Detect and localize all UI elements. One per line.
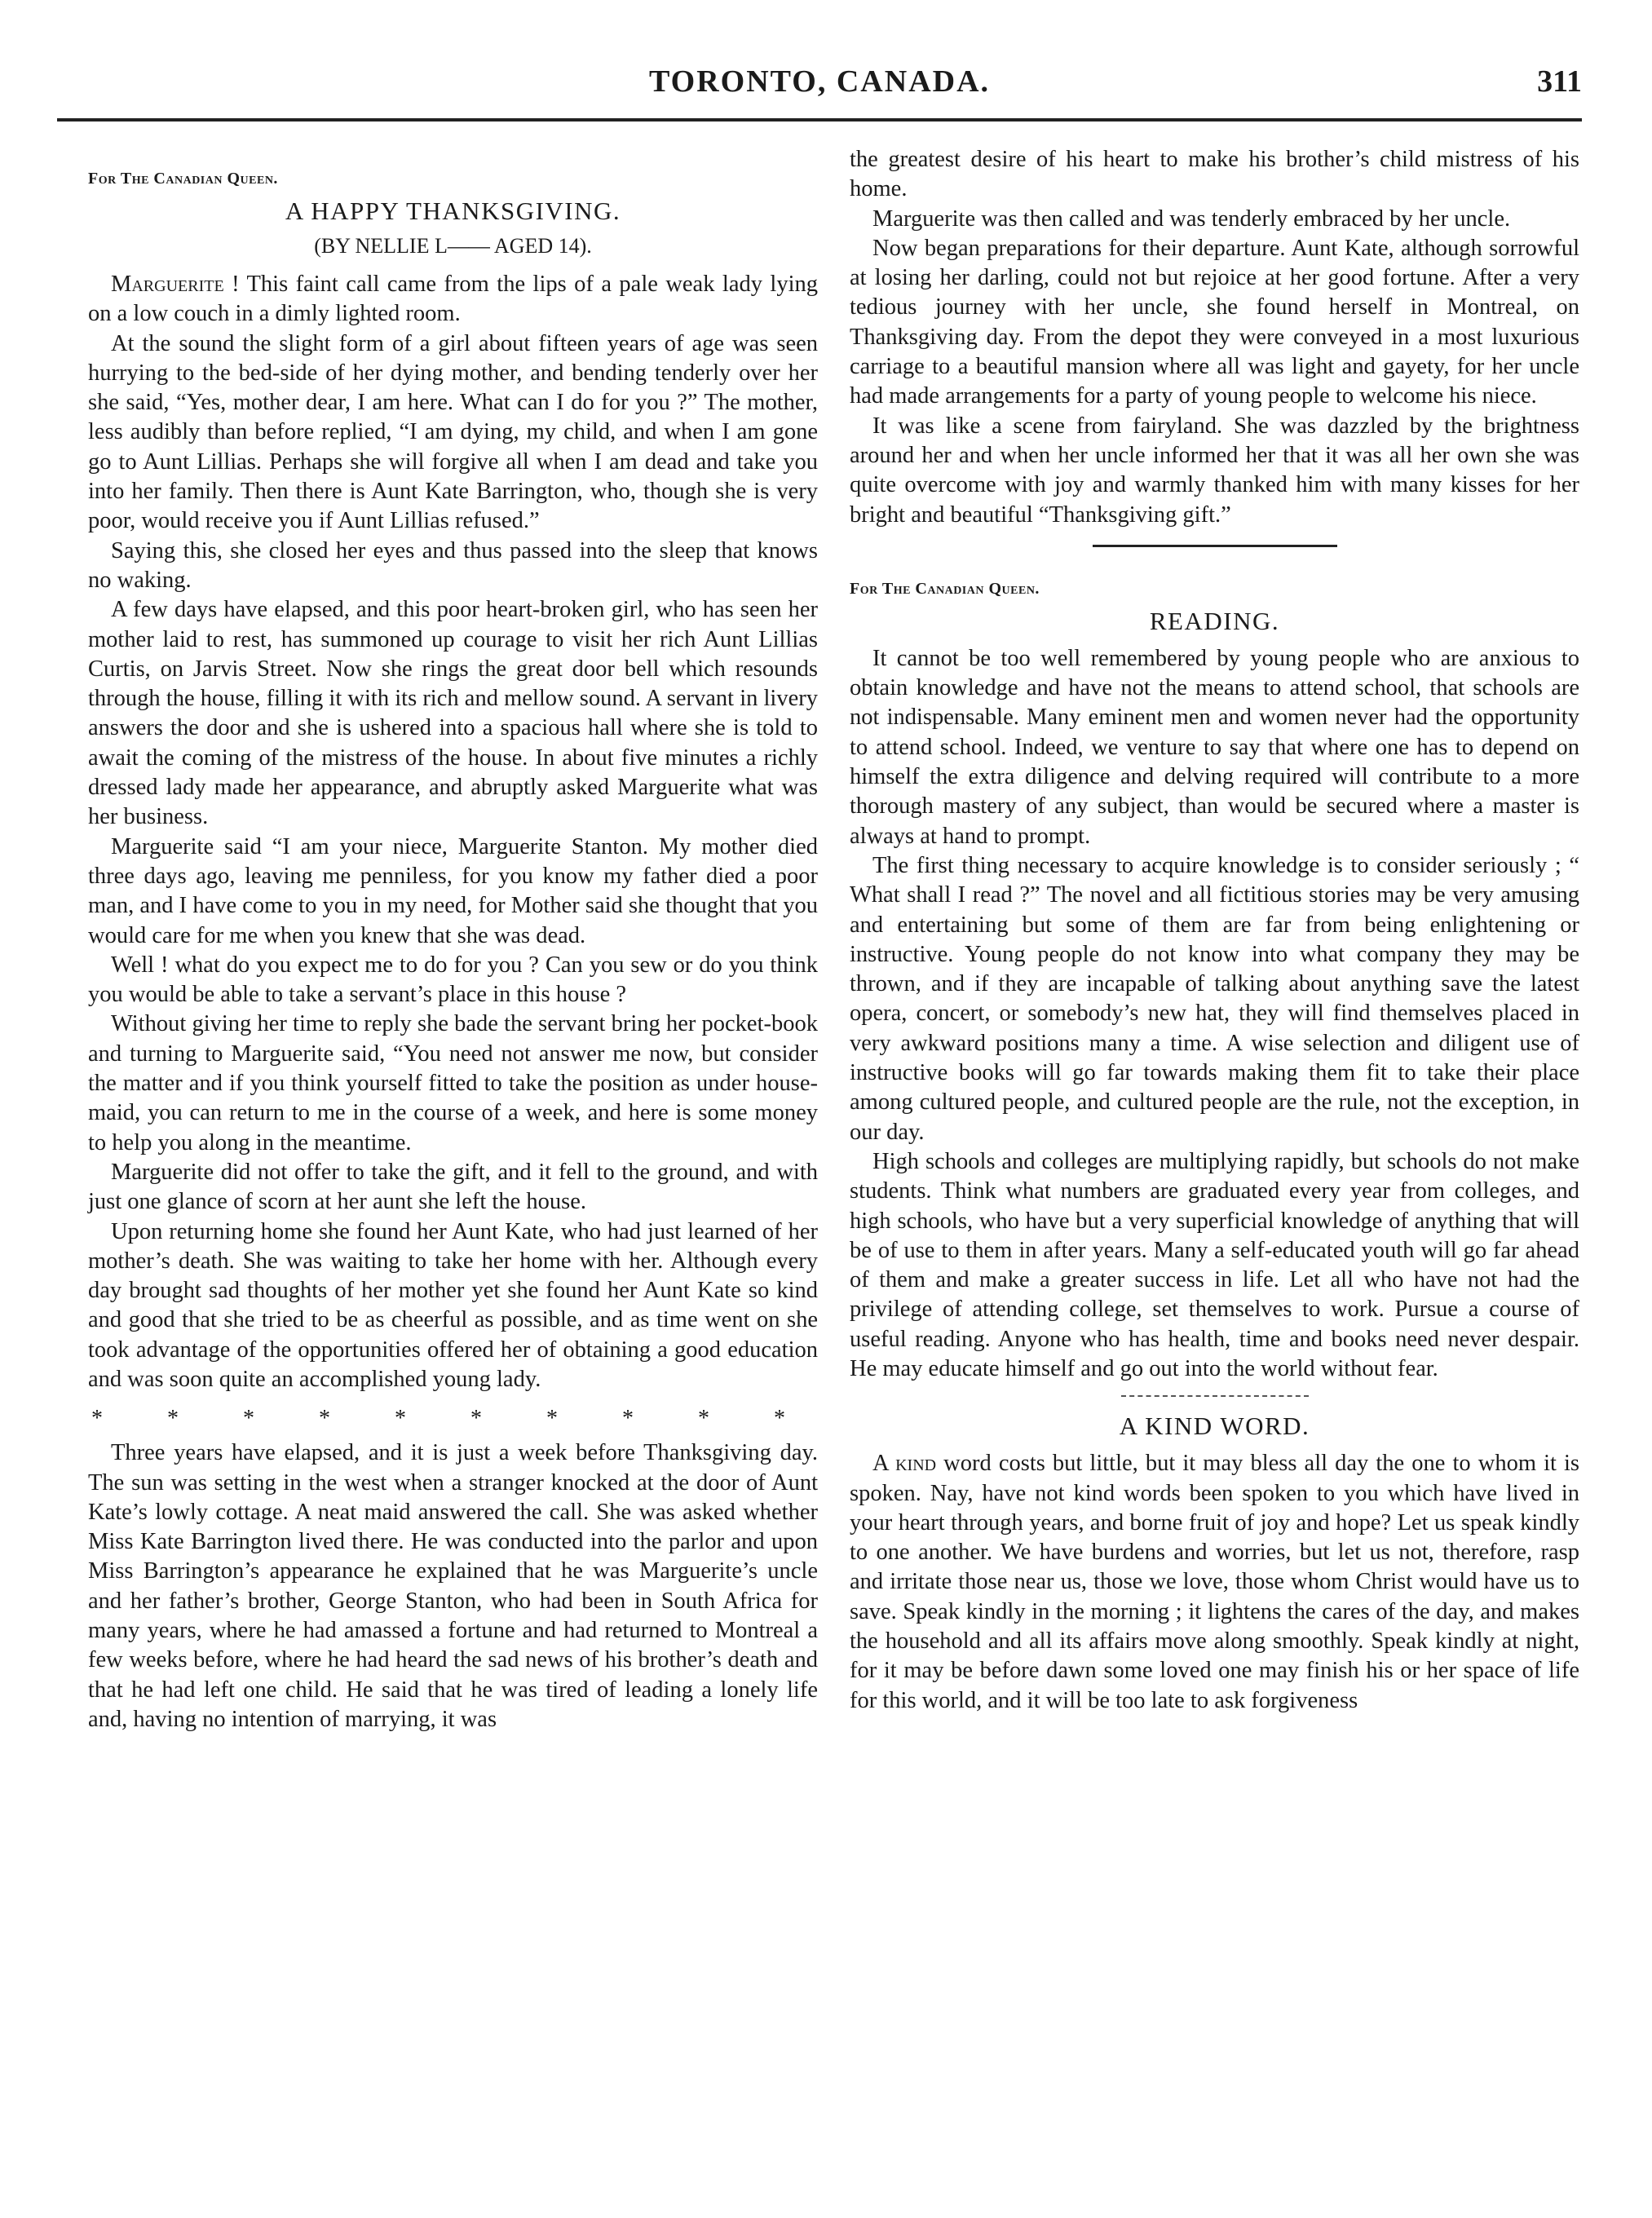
paragraph: Three years have elapsed, and it is just a week before Thanksgiving day. The sun was setting in the west when a stranger knocked at the door of Aunt Kate’s lowly cottage. A neat maid answered the call. She was asked whether Miss Kate Barrington lived there. He was conducted into the parlor and upon Miss Barrington’s appearance he explained that he was Marguerite’s uncle and her father’s brother, George Stanton, who had been in South Africa for many years, where he had amassed a fortune and had returned to Montreal a few weeks before, where he had heard the sad news of his brother’s death and that he had left one child. He said that he was tired of leading a lonely life and, having no intention of marrying, it was (88, 1440, 818, 1732)
paragraph: Marguerite said “I am your niece, Marguerite Stanton. My mother died three days ago, leaving me penniless, for you know my father died a poor man, and I have come to you in my need, for Mother said she thought that you would care for me when you knew that she was dead. (88, 833, 818, 948)
article-byline: For The Canadian Queen. (88, 170, 278, 188)
opening-word: A kind (872, 1451, 937, 1477)
paragraph: Marguerite did not offer to take the gift, and it fell to the ground, and with just one glance of scorn at her aunt she left the house. (88, 1159, 818, 1215)
paragraph: Saying this, she closed her eyes and thus passed into the sleep that knows no waking. (88, 537, 818, 593)
running-title: TORONTO, CANADA. (648, 64, 991, 99)
paragraph: High schools and colleges are multiplying rapidly, but schools do not make students. Think what numbers are graduated every year from colleges, and high schools, who have but a very superficial knowledge of anything that will be of use to them in after years. Many a self-educated youth will go far ahead of them and make a greater success in life. Let all who have not had the privilege of attending college, set themselves to work. Pursue a course of useful reading. Anyone who has health, time and books need never despair. He may educate himself and go out into the world without fear. (850, 1148, 1579, 1381)
paragraph: The first thing necessary to acquire knowledge is to consider seriously ; “ What shall I read ?” The novel and all fictitious stories may be very amusing and entertaining but some of them are far from being enlightening or instructive. Young people do not know into what company they may be thrown, and if they are incapable of talking about anything save the latest opera, concert, or somebody’s new hat, they will find themselves placed in very awkward positions many a time. A wise selection and diligent use of instructive books will go far towards making them fit to take their place among cultured people, and cultured people are the rule, not the exception, in our day. (850, 852, 1579, 1145)
left-column (88, 145, 818, 1734)
paragraph: Upon returning home she found her Aunt Kate, who had just learned of her mother’s death. She was waiting to take her home with her. Although every day brought sad thoughts of her mother yet she found her Aunt Kate so kind and good that she tried to be as cheerful as possible, and as time went on she took advantage of the opportunities offered her of obtaining a good education and was soon quite an accomplished young lady. (88, 1218, 818, 1392)
article-divider (1121, 1395, 1309, 1397)
article-title-thanksgiving: A HAPPY THANKSGIVING. (285, 197, 621, 225)
article-divider (1093, 545, 1337, 547)
paragraph: It cannot be too well remembered by young people who are anxious to obtain knowledge and have not the means to attend school, that schools are not indispensable. Many eminent men and women never had the opportunity to attend school. Indeed, we venture to say that where one has to depend on himself the extra diligence and delving required will contribute to a more thorough mastery of any subject, than would be secured where a master is always at hand to prompt. (850, 645, 1579, 849)
header-rule (57, 118, 1582, 122)
paragraph (88, 270, 818, 329)
paragraph: Marguerite was then called and was tenderly embraced by her uncle. (872, 205, 1511, 232)
article-title-kind-word: A KIND WORD. (1119, 1412, 1310, 1441)
opening-word: Marguerite ! (111, 272, 240, 297)
paragraph: It was like a scene from fairyland. She was dazzled by the brightness around her and when her uncle informed her that it was all her own she was quite overcome with joy and warmly thanked him with many kisses for her bright and beautiful “Thanksgiving gift.” (850, 413, 1579, 528)
section-break-stars: * * * * * * * * * * (91, 1406, 815, 1432)
paragraph (850, 1449, 1579, 1716)
paragraph: At the sound the slight form of a girl about fifteen years of age was seen hurrying to the bed-side of her dying mother, and bending tenderly over her she said, “Yes, mother dear, I am here. What can I do for you ?” The mother, less audibly than before replied, “I am dying, my child, and when I am gone go to Aunt Lillias. Perhaps she will forgive all when I am dead and take you into her family. Then there is Aunt Kate Barrington, who, though she is very poor, would receive you if Aunt Lillias refused.” (88, 330, 818, 534)
article-author: (BY NELLIE L—— AGED 14). (314, 234, 592, 258)
paragraph: Without giving her time to reply she bade the servant bring her pocket-book and turning to Marguerite said, “You need not answer me now, but consider the matter and if you think yourself fitted to take the position as under house-maid, you can return to me in the course of a week, and here is some money to help you along in the meantime. (88, 1011, 818, 1155)
page-number: 311 (1537, 64, 1582, 99)
right-column (850, 145, 1579, 1716)
paragraph: A few days have elapsed, and this poor heart-broken girl, who has seen her mother laid to rest, has summoned up courage to visit her rich Aunt Lillias Curtis, on Jarvis Street. Now she rings the great door bell which resounds through the house, filling it with its rich and mellow sound. A servant in livery answers the door and she is ushered into a spacious hall where she is told to await the coming of the mistress of the house. In about five minutes a richly dressed lady made her appearance, and abruptly asked Marguerite what was her business. (88, 597, 818, 830)
paragraph-text: word costs but little, but it may bless all day the one to whom it is spoken. Nay, have not kind words been spoken to you which have lived in your heart through years, and borne fruit of joy and hope? Let us speak kindly to one another. We have burdens and worries, but let us not, therefore, rasp and irritate those near us, those we love, those whom Christ would have us to save. Speak kindly in the morning ; it lightens the cares of the day, and makes the household and all its affairs move along smoothly. Speak kindly at night, for it may be before dawn some loved one may finish his or her space of life for this world, and it will be too late to ask forgiveness (850, 1451, 1580, 1713)
page-header (57, 64, 1582, 113)
paragraph: Well ! what do you expect me to do for you ? Can you sew or do you think you would be able to take a servant’s place in this house ? (88, 952, 818, 1008)
paragraph-continued: the greatest desire of his heart to make his brother’s child mistress of his home. (850, 147, 1579, 202)
article-byline: For The Canadian Queen. (850, 579, 1040, 598)
paragraph-text: This faint call came from the lips of a pale weak lady lying on a low couch in a dimly lighted room. (88, 272, 818, 327)
article-title-reading: READING. (1149, 606, 1280, 635)
paragraph: Now began preparations for their departure. Aunt Kate, although sorrowful at losing her darling, could not but rejoice at her good fortune. After a very tedious journey with her uncle, she found herself in Montreal, on Thanksgiving day. From the depot they were conveyed in a most luxurious carriage to a beautiful mansion where all was light and gayety, for her uncle had made arrangements for a party of young people to welcome his niece. (850, 235, 1579, 409)
